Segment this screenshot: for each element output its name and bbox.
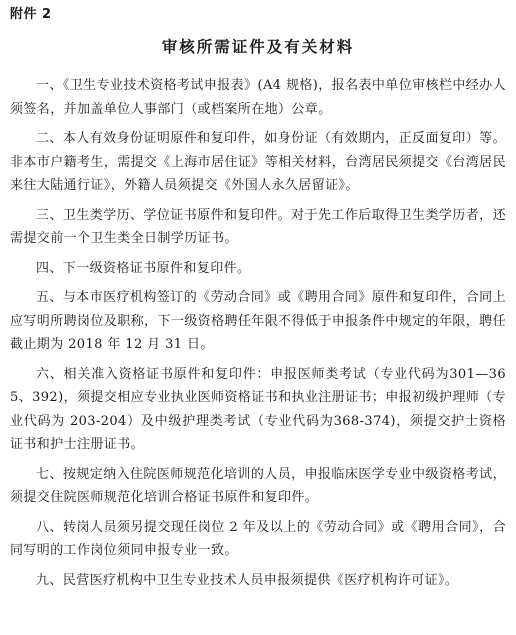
paragraph-8: 八、转岗人员须另提交现任岗位 2 年及以上的《劳动合同》或《聘用合同》，合同写明的工作岗位须同申报专业一致。	[10, 519, 506, 558]
document-title: 审核所需证件及有关材料	[161, 38, 355, 56]
paragraph-1: 一、《卫生专业技术资格考试申报表》(A4 规格)，报名表中单位审核栏中经办人须签名，并加盖单位人事部门（或档案所在地）公章。	[10, 78, 506, 117]
paragraph-7: 七、按规定纳入住院医师规范化培训的人员，申报临床医学专业中级资格考试，须提交住院医师规范化培训合格证书原件和复印件。	[10, 466, 506, 505]
paragraph-9: 九、民营医疗机构中卫生专业技术人员申报须提供《医疗机构许可证》。	[36, 572, 459, 588]
attachment-label: 附件 2	[10, 7, 52, 22]
paragraph-2: 二、本人有效身份证明原件和复印件，如身份证（有效期内，正反面复印）等。非本市户籍考生，需提交《上海市居住证》等相关材料，台湾居民须提交《台湾居民来往大陆通行证》，外籍人员须提交《外国人永久居留证》。	[10, 131, 506, 193]
paragraph-4: 四、下一级资格证书原件和复印件。	[36, 260, 251, 276]
document-body	[10, 74, 506, 592]
paragraph-5: 五、与本市医疗机构签订的《劳动合同》或《聘用合同》原件和复印件，合同上应写明所聘岗位及职称，下一级资格聘任年限不得低于申报条件中规定的年限，聘任截止期为 2018 年 12 月 31 日。	[10, 290, 506, 352]
paragraph-6: 六、相关准入资格证书原件和复印件：申报医师类考试（专业代码为301—365、392)，须提交相应专业执业医师资格证书和执业注册证书；申报初级护理师（专业代码为 203-204）及中级护理类考试（专业代码为368-374)，须提交护士资格证书和护士注册证书。	[10, 366, 506, 452]
paragraph-3: 三、卫生类学历、学位证书原件和复印件。对于先工作后取得卫生类学历者，还需提交前一个卫生类全日制学历证书。	[10, 207, 506, 246]
